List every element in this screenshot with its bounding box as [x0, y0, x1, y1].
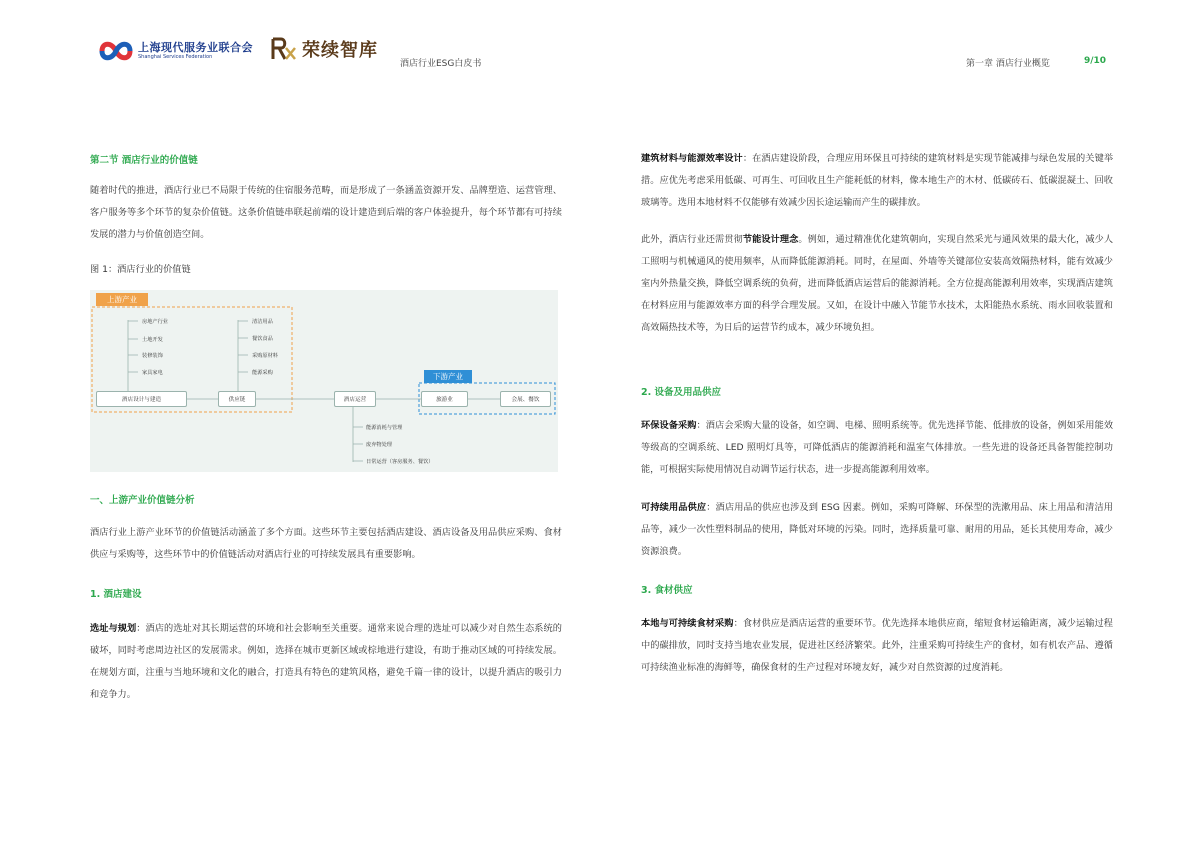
- equipment-label: 环保设备采购: [641, 420, 697, 431]
- equipment-text: ：酒店会采购大量的设备，如空调、电梯、照明系统等。优先选择节能、低排放的设备，例如采用能效等级高的空调系统、LED 照明灯具等，可降低酒店的能源消耗和温室气体排放。一些先进的设备还具备智能控制功能，可根据实际使用情况自动调节运行状态，进一步提高能源利用效率。: [641, 420, 1114, 475]
- chapter-title: 第一章 酒店行业概览: [966, 59, 1050, 69]
- materials-text: ：在酒店建设阶段，合理应用环保且可持续的建筑材料是实现节能减排与绿色发展的关键举措。应优先考虑采用低碳、可再生、可回收且生产能耗低的材料，像本地生产的木材、低碳砖石、低碳混凝土、回收玻璃等。选用本地材料不仅能够有效减少因长途运输而产生的碳排放。: [641, 153, 1114, 208]
- section-title: 第二节 酒店行业的价值链: [90, 155, 198, 166]
- heading-food-supply: 3. 食材供应: [641, 585, 693, 596]
- ssf-logo-icon: [98, 36, 134, 66]
- rx-logo-icon: [270, 36, 298, 62]
- ssf-logo: [98, 36, 253, 66]
- box-supply-chain: 供应链: [218, 391, 256, 407]
- site-planning-text: ：酒店的选址对其长期运营的环境和社会影响至关重要。通常来说合理的选址可以减少对自然生态系统的破坏，同时考虑周边社区的发展需求。例如，选择在城市更新区域或棕地进行建设，有助于推动区域的可持续发展。在规划方面，注重与当地环境和文化的融合，打造具有特色的建筑风格，避免千篇一律的设计，以提升酒店的吸引力和竞争力。: [90, 623, 562, 700]
- document-title: 酒店行业ESG白皮书: [400, 59, 482, 69]
- group3-item: 废弃物处理: [366, 442, 392, 448]
- rx-logo-text: 荣续智库: [302, 40, 378, 61]
- page-number: 9/10: [1084, 56, 1107, 66]
- supplies-label: 可持续用品供应: [641, 502, 707, 513]
- upstream-paragraph: 酒店行业上游产业环节的价值链活动涵盖了多个方面。这些环节主要包括酒店建设、酒店设备及用品供应采购、食材供应与采购等，这些环节中的价值链活动对酒店行业的可持续发展具有重要影响。: [90, 527, 562, 560]
- group2-item: 餐饮食品: [252, 336, 273, 342]
- energy-design-paragraph: [641, 229, 1113, 339]
- heading-hotel-construction: 1. 酒店建设: [90, 589, 142, 600]
- food-label: 本地与可持续食材采购: [641, 618, 734, 629]
- group2-item: 清洁用品: [252, 319, 273, 325]
- energy-design-text-a: 此外，酒店行业还需贯彻: [641, 234, 743, 245]
- group3-item: 日常运营（客房服务、餐饮）: [366, 459, 434, 465]
- supplies-text: ：酒店用品的供应也涉及到 ESG 因素。例如，采购可降解、环保型的洗漱用品、床上用品和清洁用品等，减少一次性塑料制品的使用，降低对环境的污染。同时，选择质量可靠、耐用的用品，延长其使用寿命，减少资源浪费。: [641, 502, 1113, 557]
- group3-item: 能源消耗与管理: [366, 425, 403, 431]
- heading-upstream: 一、上游产业价值链分析: [90, 495, 195, 506]
- group1-item: 家具家电: [142, 370, 163, 376]
- intro-paragraph: 随着时代的推进，酒店行业已不局限于传统的住宿服务范畴，而是形成了一条涵盖资源开发、品牌塑造、运营管理、客户服务等多个环节的复杂价值链。这条价值链串联起前端的设计建造到后端的客户体验提升，每个环节都有可持续发展的潜力与价值创造空间。: [90, 185, 562, 240]
- group2-item: 采购原材料: [252, 353, 278, 359]
- group1-item: 装修装饰: [142, 353, 163, 359]
- upstream-tag: 上游产业: [96, 293, 148, 306]
- box-design-build: 酒店设计与建造: [96, 391, 187, 407]
- group1-item: 房地产行业: [142, 319, 168, 325]
- materials-label: 建筑材料与能源效率设计: [641, 153, 743, 164]
- energy-design-text-b: 。例如，通过精准优化建筑朝向，实现自然采光与通风效果的最大化，减少人工照明与机械通风的使用频率，从而降低能源消耗。同时，在屋面、外墙等关键部位安装高效隔热材料，能有效减少室内外热量交换，降低空调系统的负荷，进而降低酒店运营后的能源消耗。全方位提高能源利用效率，实现酒店建筑在材料应用与能源效率方面的科学合理发展。又如，在设计中融入节能节水技术，太阳能热水系统、雨水回收装置和高效隔热技术等，为日后的运营节约成本，减少环境负担。: [641, 234, 1114, 333]
- box-hotel-operations: 酒店运营: [334, 391, 376, 407]
- value-chain-diagram: [90, 290, 558, 472]
- rx-logo: [270, 36, 378, 62]
- supplies-paragraph: [641, 497, 1113, 563]
- figure-caption: 图 1：酒店行业的价值链: [90, 264, 191, 275]
- group2-item: 能源采购: [252, 370, 273, 376]
- site-planning-paragraph: [90, 618, 562, 706]
- ssf-logo-cn: 上海现代服务业联合会: [138, 41, 253, 54]
- group1-item: 土地开发: [142, 337, 163, 343]
- equipment-paragraph: [641, 415, 1113, 481]
- energy-design-label: 节能设计理念: [742, 234, 799, 245]
- box-tourism: 旅游业: [421, 391, 468, 407]
- food-paragraph: [641, 613, 1113, 679]
- heading-equipment-supply: 2. 设备及用品供应: [641, 387, 722, 398]
- site-planning-label: 选址与规划: [90, 623, 137, 634]
- ssf-logo-en: Shanghai Services Federation: [138, 54, 213, 60]
- box-meeting-dining: 会展、餐饮: [500, 391, 551, 407]
- downstream-tag: 下游产业: [424, 370, 472, 383]
- page-header: [0, 0, 1200, 80]
- materials-paragraph: [641, 148, 1113, 214]
- food-text: ：食材供应是酒店运营的重要环节。优先选择本地供应商，缩短食材运输距离，减少运输过程中的碳排放，同时支持当地农业发展，促进社区经济繁荣。此外，注重采购可持续生产的食材，如有机农产品、遵循可持续渔业标准的海鲜等，确保食材的生产过程对环境友好，减少对自然资源的过度消耗。: [641, 618, 1113, 673]
